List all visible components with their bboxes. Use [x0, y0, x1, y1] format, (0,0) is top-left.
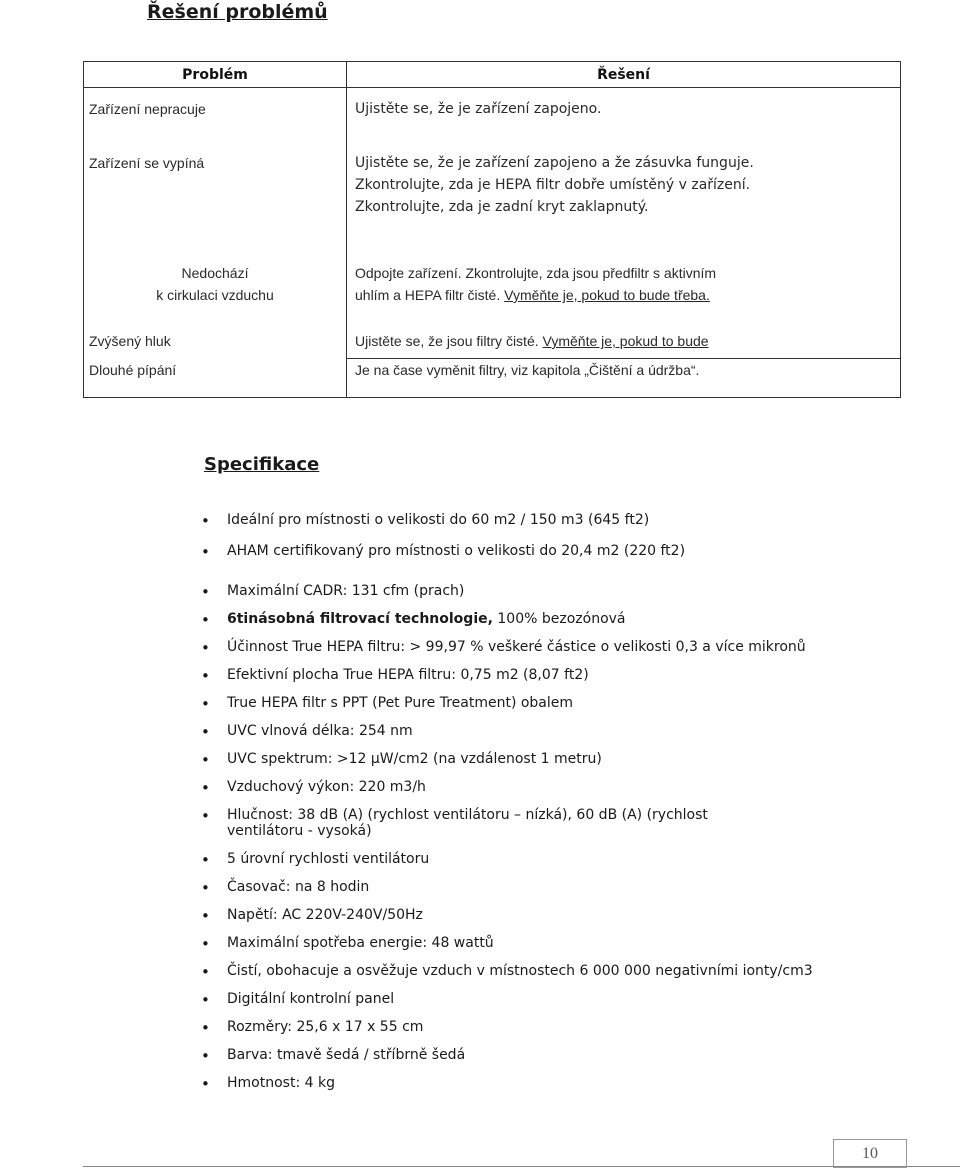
- specs-title: Specifikace: [204, 454, 320, 475]
- list-item: • Maximální CADR: 131 cfm (prach): [204, 583, 904, 599]
- list-item: • Maximální spotřeba energie: 48 wattů: [204, 935, 904, 951]
- list-item: • Hmotnost: 4 kg: [204, 1075, 904, 1091]
- header-solution: Řešení: [347, 62, 901, 88]
- underlined-text: Vyměňte je, pokud to bude: [542, 333, 709, 349]
- list-item: • Vzduchový výkon: 220 m3/h: [204, 779, 904, 795]
- table-row: [84, 248, 901, 320]
- problem-text: Nedochází: [181, 265, 249, 281]
- list-item: • Rozměry: 25,6 x 17 x 55 cm: [204, 1019, 904, 1035]
- problem-cell: [84, 320, 347, 359]
- solution-text: Ujistěte se, že je zařízení zapojeno.: [355, 101, 602, 117]
- problem-text: Dlouhé pípání: [89, 361, 177, 378]
- table-row: [84, 359, 901, 398]
- solution-text: Zkontrolujte, zda je zadní kryt zaklapnutý.: [355, 199, 649, 215]
- problem-text: Zařízení se vypíná: [89, 155, 205, 171]
- solution-text: uhlím a HEPA filtr čisté. Vyměňte je, pokud to bude třeba.: [355, 287, 710, 303]
- table-row: [84, 320, 901, 359]
- list-item: • Ideální pro místnosti o velikosti do 60 m2 / 150 m3 (645 ft2): [204, 512, 904, 528]
- underlined-text: Vyměňte je, pokud to bude třeba.: [504, 287, 710, 303]
- list-item: • Čistí, obohacuje a osvěžuje vzduch v místnostech 6 000 000 negativními ionty/cm3: [204, 963, 904, 979]
- list-item: • Hlučnost: 38 dB (A) (rychlost ventilátoru – nízká), 60 dB (A) (rychlost ventilátoru - vysoká): [204, 807, 747, 839]
- solution-text: Ujistěte se, že je zařízení zapojeno a že zásuvka funguje.: [355, 155, 754, 171]
- table-row: [84, 144, 901, 248]
- header-problem: Problém: [84, 62, 347, 88]
- list-item: • Digitální kontrolní panel: [204, 991, 904, 1007]
- troubleshooting-title: Řešení problémů: [147, 1, 328, 23]
- table-header-row: [84, 62, 901, 88]
- problem-cell: [84, 88, 347, 145]
- list-item-bold: 6tinásobná filtrovací technologie,: [227, 611, 493, 627]
- list-item: • True HEPA filtr s PPT (Pet Pure Treatment) obalem: [204, 695, 904, 711]
- specs-list: [204, 512, 904, 1091]
- list-item: • UVC spektrum: >12 μW/cm2 (na vzdálenost 1 metru): [204, 751, 904, 767]
- page-number: 10: [833, 1139, 907, 1168]
- list-item: • Účinnost True HEPA filtru: > 99,97 % veškeré částice o velikosti 0,3 a více mikronů: [204, 639, 904, 655]
- solution-text: Zkontrolujte, zda je HEPA filtr dobře umístěný v zařízení.: [355, 177, 751, 193]
- solution-text: Je na čase vyměnit filtry, viz kapitola „Čištění a údržba“.: [355, 362, 700, 378]
- solution-cell: [347, 248, 901, 320]
- list-item: • Časovač: na 8 hodin: [204, 879, 904, 895]
- footer-rule: [83, 1166, 960, 1167]
- list-item: • 5 úrovní rychlosti ventilátoru: [204, 851, 904, 867]
- list-item: • Barva: tmavě šedá / stříbrně šedá: [204, 1047, 904, 1063]
- table-row: [84, 88, 901, 145]
- solution-cell: [347, 320, 901, 359]
- list-item: • UVC vlnová délka: 254 nm: [204, 723, 904, 739]
- problem-cell: [84, 359, 347, 398]
- problem-cell: [84, 248, 347, 320]
- list-item: • Napětí: AC 220V-240V/50Hz: [204, 907, 904, 923]
- list-item: [204, 611, 904, 627]
- problem-text: k cirkulaci vzduchu: [156, 287, 274, 303]
- solution-cell: [347, 144, 901, 248]
- solution-text: Ujistěte se, že jsou filtry čisté. Vyměňte je, pokud to bude: [355, 333, 709, 349]
- solution-cell: [347, 359, 901, 398]
- solution-text: Odpojte zařízení. Zkontrolujte, zda jsou předfiltr s aktivním: [355, 265, 717, 281]
- problem-text: Zařízení nepracuje: [89, 101, 206, 117]
- list-item-rest: 100% bezozónová: [492, 611, 626, 627]
- list-item: • AHAM certifikovaný pro místnosti o velikosti do 20,4 m2 (220 ft2): [204, 543, 904, 559]
- troubleshooting-table: [83, 61, 901, 398]
- list-item: • Efektivní plocha True HEPA filtru: 0,75 m2 (8,07 ft2): [204, 667, 904, 683]
- solution-cell: [347, 88, 901, 145]
- problem-text: Zvýšený hluk: [89, 333, 171, 349]
- problem-cell: [84, 144, 347, 248]
